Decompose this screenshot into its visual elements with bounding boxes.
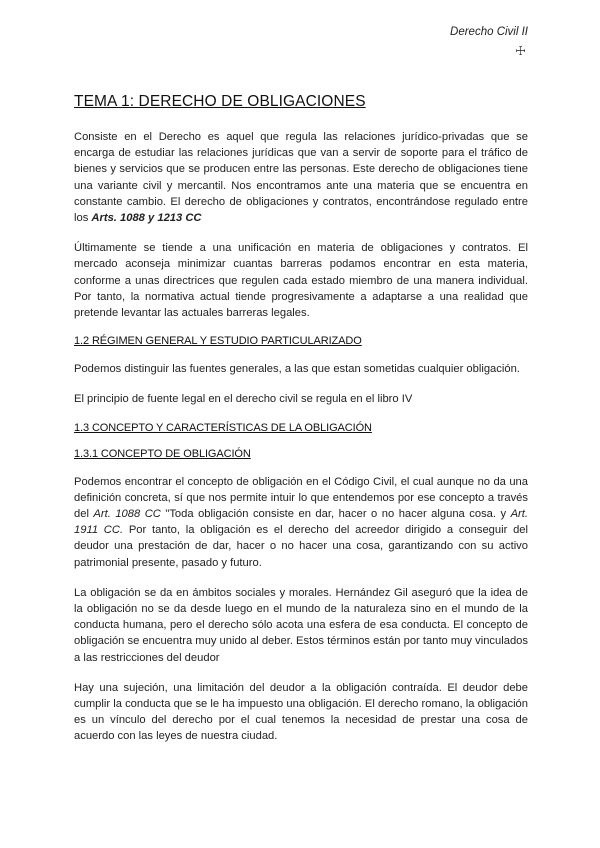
page-header xyxy=(450,26,528,58)
article-reference: Art. 1911 CC. xyxy=(74,508,528,537)
document-body xyxy=(74,93,528,759)
paragraph-concept: Podemos encontrar el concepto de obligación en el Código Civil, el cual aunque no da una definición concreta, sí que nos permite intuir lo que entendemos por ese concepto a través del Art. 1088 CC "Toda obligación consiste en dar, hacer o no hacer alguna cosa. y Art. 1911 CC. Por tanto, la obligación es el derecho del acreedor dirigido a conseguir del deudor una prestación de dar, hacer o no hacer una cosa, garantizando con su activo patrimonial presente, pasado y futuro. xyxy=(74,475,528,569)
header-title: Derecho Civil II xyxy=(450,26,528,38)
section-heading-1-2: 1.2 RÉGIMEN GENERAL Y ESTUDIO PARTICULARIZADO xyxy=(74,335,362,348)
paragraph-social-moral: La obligación se da en ámbitos sociales y morales. Hernández Gil aseguró que la idea de la obligación no se da desde luego en el mundo de la naturaleza sino en el mundo de la conducta humana, pero el derecho sólo acota una esfera de esa conducta. El concepto de obligación se encuentra muy unido al deber. Estos términos están por tanto muy vinculados a las restricciones del deudor xyxy=(74,586,528,664)
section-heading-1-3: 1.3 CONCEPTO Y CARACTERÍSTICAS DE LA OBLIGACIÓN xyxy=(74,421,372,434)
article-reference: Art. 1088 CC xyxy=(93,508,161,521)
page-title: TEMA 1: DERECHO DE OBLIGACIONES xyxy=(74,93,366,110)
paragraph-unification: Últimamente se tiende a una unificación en materia de obligaciones y contratos. El mercado aconseja minimizar cuantas barreras podamos encontrar en esta materia, conforme a unas directrices que regulen cada estado miembro de una manera individual. Por tanto, la normativa actual tiende progresivamente a adaptarse a una realidad que pretende levantar las actuales barreras legales. xyxy=(74,242,528,320)
paragraph-legal-source: El principio de fuente legal en el derecho civil se regula en el libro IV xyxy=(74,393,413,406)
article-reference: Arts. 1088 y 1213 CC xyxy=(91,212,202,225)
section-heading-1-3-1: 1.3.1 CONCEPTO DE OBLIGACIÓN xyxy=(74,447,251,460)
paragraph-intro: Consiste en el Derecho es aquel que regula las relaciones jurídico-privadas que se encarga de estudiar las relaciones jurídicas que van a servir de soporte para el tráfico de bienes y servicios que se producen entre las personas. Este derecho de obligaciones tiene una variante civil y mercantil. Nos encontramos ante una materia que se encuentra en constante cambio. El derecho de obligaciones y contratos, encontrándose regulado entre los Arts. 1088 y 1213 CC xyxy=(74,131,528,225)
paragraph-subjection: Hay una sujeción, una limitación del deudor a la obligación contraída. El deudor debe cumplir la conducta que se le ha impuesto una obligación. El derecho romano, la obligación es un vínculo del derecho por el cual tenemos la necesidad de prestar una cosa de acuerdo con las leyes de nuestra ciudad. xyxy=(74,681,528,743)
paragraph-sources: Podemos distinguir las fuentes generales, a las que estan sometidas cualquier obligación. xyxy=(74,363,520,376)
cross-icon: ☩ xyxy=(515,44,526,58)
